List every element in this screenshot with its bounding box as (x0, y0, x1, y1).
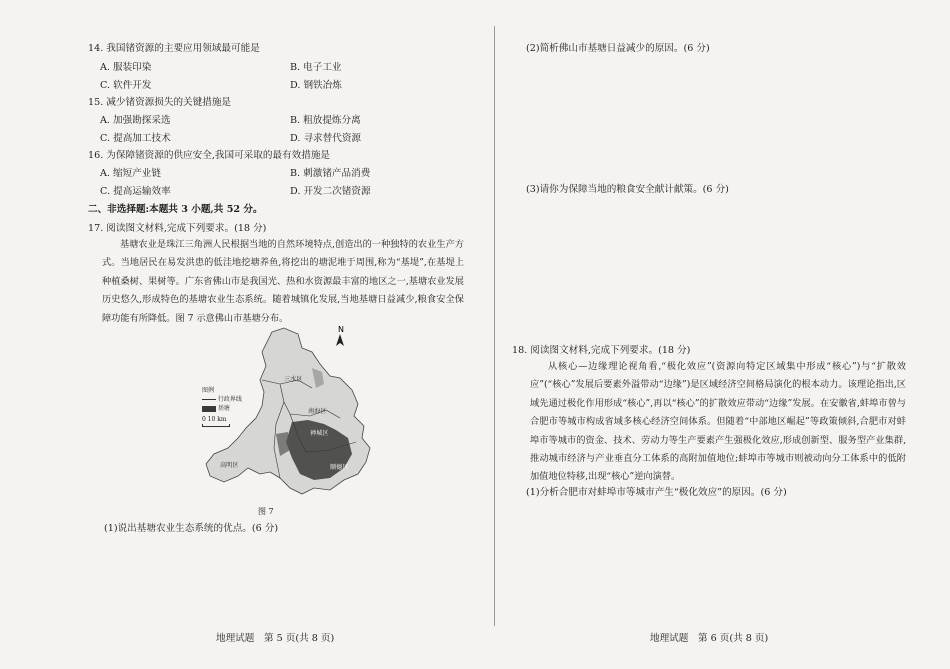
foshan-map-svg (180, 318, 380, 508)
q15-option-a: A. 加强勘探采选 (100, 115, 171, 126)
map-label-nanhai: 南海区 (308, 408, 327, 415)
figure-7-map (180, 318, 380, 520)
q16-option-a: A. 缩短产业链 (100, 168, 161, 179)
map-label-chancheng: 禅城区 (310, 430, 329, 437)
page-divider (494, 26, 495, 626)
legend-boundary-label: 行政界线 (217, 396, 242, 403)
figure-7-caption: 图 7 (258, 507, 274, 516)
q14-option-d: D. 钢铁冶炼 (290, 80, 342, 91)
right-page (496, 0, 950, 669)
q15-option-b: B. 粗放提炼分离 (290, 115, 361, 126)
q16-stem: 16. 为保障锗资源的供应安全,我国可采取的最有效措施是 (88, 150, 331, 161)
north-arrow-icon (336, 334, 344, 346)
legend-title: 图例 (202, 387, 215, 394)
section-2-heading: 二、非选择题:本题共 3 小题,共 52 分。 (88, 204, 263, 215)
q18-stem: 18. 阅读图文材料,完成下列要求。(18 分) (512, 345, 691, 356)
north-label: N (338, 325, 344, 334)
q15-option-c: C. 提高加工技术 (100, 133, 171, 144)
q14-option-c: C. 软件开发 (100, 80, 152, 91)
legend-pond-label: 基塘 (217, 405, 230, 412)
q15-stem: 15. 减少锗资源损失的关键措施是 (88, 97, 232, 108)
q16-option-c: C. 提高运输效率 (100, 186, 171, 197)
q17-paragraph: 基塘农业是珠江三角洲人民根据当地的自然环境特点,创造出的一种独特的农业生产方式。当地居民在易发洪患的低洼地挖塘养鱼,将挖出的塘泥堆于周围,称为“基堤”,在基堤上种植桑树、果树等。广东省佛山市是我国光、热和水资源最丰富的地区之一,基塘农业发展历史悠久,形成特色的基塘农业生态系统。随着城镇化发展,当地基塘日益减少,粮食安全保障功能有所降低。图 7 示意佛山市基塘分布。 (102, 239, 464, 324)
q17-sub1: (1)说出基塘农业生态系统的优点。(6 分) (104, 523, 279, 534)
q16-option-b: B. 刺激锗产品消费 (290, 168, 371, 179)
q16-option-d: D. 开发二次锗资源 (290, 186, 371, 197)
q18-paragraph: 从核心—边缘理论视角看,“极化效应”(资源向特定区域集中形成“核心”)与“扩散效应”(“核心”发展后要素外溢带动“边缘”)是区域经济空间格局演化的根本动力。该理论指出,区域先通过极化作用形成“核心”,再以“核心”的扩散效应带动“边缘”发展。在安徽省,蚌埠市曾与合肥市等城市构成省域多核心经济空间体系。但随着“中部地区崛起”等政策倾斜,合肥市对蚌埠市等城市的资金、技术、劳动力等生产要素产生强极化效应,形成创新型、服务型产业集群,推动城市经济与产业垂直分工体系的高附加值地位;蚌埠市等城市则被动向分工体系中的低附加值地位特移,出现“核心”逆向演替。 (530, 361, 906, 483)
pond-swatch-icon (202, 406, 216, 412)
q17-sub3: (3)请你为保障当地的粮食安全献计献策。(6 分) (526, 184, 729, 195)
legend-pond (202, 404, 230, 413)
boundary-line-icon (202, 399, 216, 400)
map-label-shunde: 顺德区 (330, 464, 349, 471)
scale-bar-icon (202, 424, 230, 427)
q17-stem: 17. 阅读图文材料,完成下列要求。(18 分) (88, 223, 267, 234)
map-label-sanshui: 三水区 (284, 376, 303, 383)
q18-sub1: (1)分析合肥市对蚌埠市等城市产生“极化效应”的原因。(6 分) (526, 487, 787, 498)
legend-boundary (202, 395, 242, 404)
left-footer: 地理试题 第 5 页(共 8 页) (216, 633, 335, 644)
q17-sub2: (2)简析佛山市基塘日益减少的原因。(6 分) (526, 43, 710, 54)
q14-option-a: A. 服装印染 (100, 62, 152, 73)
q14-option-b: B. 电子工业 (290, 62, 342, 73)
right-footer: 地理试题 第 6 页(共 8 页) (650, 633, 769, 644)
map-label-gaoming: 高明区 (220, 462, 239, 469)
q15-option-d: D. 寻求替代资源 (290, 133, 362, 144)
scale-bar: 0 10 km (202, 416, 227, 423)
q14-stem: 14. 我国锗资源的主要应用领域最可能是 (88, 43, 260, 54)
